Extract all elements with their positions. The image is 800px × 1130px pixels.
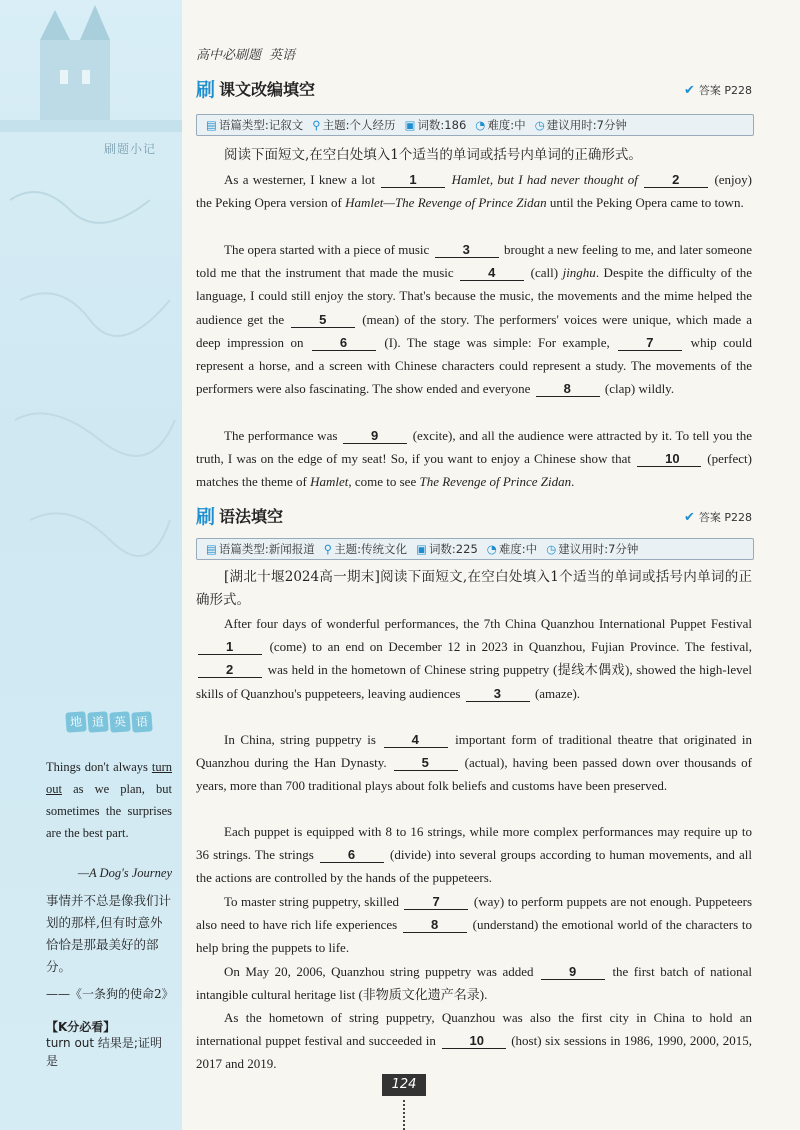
castle-illustration (0, 0, 182, 600)
subject: 英语 (269, 48, 296, 63)
info-words: ▣ 词数:186 (404, 118, 467, 132)
section2-title: 刷 语法填空 (196, 503, 283, 527)
section2-paragraph: After four days of wonderful performances, the 7th China Quanzhou International Puppet Festival 1 (come) to an end on December 12 in 2023 in Quanzhou, Fujian Province. The festival, 2 was held in the hometown of Chinese string puppetry (提线木偶戏), showed the high-level skills of Quanzhou's puppeteers, leaving audiences 3 (amaze). (196, 616, 752, 701)
info-type: ▤ 语篇类型:记叙文 (206, 118, 304, 132)
info-theme: ⚲ 主题:传统文化 (323, 542, 408, 556)
blank[interactable]: 1 (381, 173, 445, 188)
section2-paragraph: On May 20, 2006, Quanzhou string puppetry was added 9 the first batch of national intangible cultural heritage list (非物质文化遗产名录). (196, 964, 752, 1003)
check-icon: ✔ (683, 82, 695, 98)
tag-char: 地 (65, 711, 86, 732)
brush-icon: 刷 (196, 78, 216, 101)
clock-icon: ◷ (546, 542, 557, 556)
book-title: 高中必刷题 (196, 48, 262, 63)
blank[interactable]: 1 (198, 640, 262, 655)
clock-icon: ◷ (534, 118, 545, 132)
blank[interactable]: 10 (442, 1034, 506, 1049)
tag-char: 语 (131, 711, 152, 732)
chinese-quote-source: ——《一条狗的使命2》 (46, 987, 174, 1001)
section2-answer-ref: ✔ 答案 P228 (683, 509, 752, 525)
blank[interactable]: 6 (320, 848, 384, 863)
blank[interactable]: 8 (536, 382, 600, 397)
blank[interactable]: 3 (435, 243, 499, 258)
book-icon: ▣ (416, 542, 427, 556)
info-theme: ⚲ 主题:个人经历 (312, 118, 396, 132)
quote-source: —A Dog's Journey (77, 866, 172, 880)
doc-icon: ▤ (206, 118, 217, 132)
section2-paragraph: To master string puppetry, skilled 7 (way) to perform puppets are not enough. Puppeteers also need to have rich life experiences 8 (understand) the emotional world of the characters to help bring the puppets to life. (196, 894, 753, 956)
brush-icon: 刷 (196, 505, 216, 528)
page-number: 124 (382, 1074, 426, 1096)
tag-char: 英 (109, 711, 130, 732)
k-title: 【K分必看】 (46, 1020, 116, 1034)
section1-answer-ref: ✔ 答案 P228 (683, 82, 752, 98)
gauge-icon: ◔ (486, 542, 497, 556)
tag-char: 道 (87, 711, 108, 732)
blank[interactable]: 2 (644, 173, 708, 188)
info-time: ◷ 建议用时:7分钟 (534, 118, 627, 132)
section2-paragraph: In China, string puppetry is 4 important form of traditional theatre that originated in Quanzhou during the Han Dynasty. 5 (actual), having been passed down over thousands of years, more than 700 traditional plays about folk beliefs and customs have been preserved. (196, 732, 752, 794)
k-definition: turn out 结果是;证明是 (46, 1036, 162, 1068)
section2-paragraph: Each puppet is equipped with 8 to 16 strings, while more complex performances may require up to 36 strings. The strings 6 (divide) into several groups according to human movements, and all the actions are controlled by the hands of the puppeteers. (196, 824, 752, 886)
info-time: ◷ 建议用时:7分钟 (546, 542, 639, 556)
sidebar (0, 0, 182, 1130)
info-difficulty: ◔ 难度:中 (486, 542, 538, 556)
section1-paragraph: As a westerner, I knew a lot 1 Hamlet, but I had never thought of 2 (enjoy) the Peking Opera version of Hamlet—The Revenge of Prince Zidan until the Peking Opera came to town. (196, 172, 752, 211)
blank[interactable]: 7 (404, 895, 468, 910)
blank[interactable]: 2 (198, 663, 262, 678)
section1-instruction: 阅读下面短文,在空白处填入1个适当的单词或括号内单词的正确形式。 (224, 147, 642, 163)
blank[interactable]: 5 (394, 756, 458, 771)
section1-infobar (196, 114, 754, 136)
blank[interactable]: 5 (291, 313, 355, 328)
idiom-tag (66, 712, 152, 732)
book-icon: ▣ (404, 118, 416, 132)
blank[interactable]: 8 (403, 918, 467, 933)
gauge-icon: ◔ (475, 118, 486, 132)
blank[interactable]: 6 (312, 336, 376, 351)
section1-paragraph: The performance was 9 (excite), and all the audience were attracted by it. To tell you the truth, I was on the edge of my seat! So, if you want to enjoy a Chinese show that 10 (perfect) matches the theme of Hamlet, come to see The Revenge of Prince Zidan. (196, 428, 752, 490)
doc-icon: ▤ (206, 542, 217, 556)
blank[interactable]: 4 (384, 733, 448, 748)
section2-paragraph: As the hometown of string puppetry, Quanzhou was also the first city in China to hold an international puppet festival and succeeded in 10 (host) six sessions in 1986, 1990, 2000, 2015, 2017 and 2019. (196, 1010, 752, 1072)
info-words: ▣ 词数:225 (416, 542, 478, 556)
english-quote: Things don't always turn out as we plan, but sometimes the surprises are the best part. (46, 760, 172, 840)
sidebar-caption: 刷题小记 (104, 142, 157, 156)
blank[interactable]: 10 (637, 452, 701, 467)
blank[interactable]: 9 (343, 429, 407, 444)
search-icon: ⚲ (312, 118, 321, 132)
page-header (196, 44, 295, 63)
check-icon: ✔ (683, 509, 695, 525)
info-type: ▤ 语篇类型:新闻报道 (206, 542, 315, 556)
highlight-phrase: turn out (46, 760, 172, 796)
blank[interactable]: 7 (618, 336, 682, 351)
search-icon: ⚲ (323, 542, 333, 556)
section2-infobar (196, 538, 754, 560)
blank[interactable]: 3 (466, 687, 530, 702)
blank[interactable]: 4 (460, 266, 524, 281)
section1-title: 刷 课文改编填空 (196, 76, 315, 100)
section2-instruction: [湖北十堰2024高一期末]阅读下面短文,在空白处填入1个适当的单词或括号内单词的正确形式。 (196, 569, 752, 609)
page-divider (403, 1100, 407, 1130)
chinese-quote: 事情并不总是像我们计划的那样,但有时意外恰恰是那最美好的部分。 (46, 893, 172, 974)
info-difficulty: ◔ 难度:中 (475, 118, 526, 132)
blank[interactable]: 9 (541, 965, 605, 980)
section1-paragraph: The opera started with a piece of music 3 brought a new feeling to me, and later someone told me that the instrument that made the music 4 (call) jinghu. Despite the difficulty of the language, I could still enjoy the story. That's because the music, the movements and the mime helped the audience get the 5 (mean) of the story. The performers' voices were unique, which made a deep impression on 6 (I). The stage was simple: For example, 7 whip could represent a horse, and a screen with Chinese characters could represent a study. The movements of the performers were also fascinating. The show ended and everyone 8 (clap) wildly. (196, 242, 753, 397)
